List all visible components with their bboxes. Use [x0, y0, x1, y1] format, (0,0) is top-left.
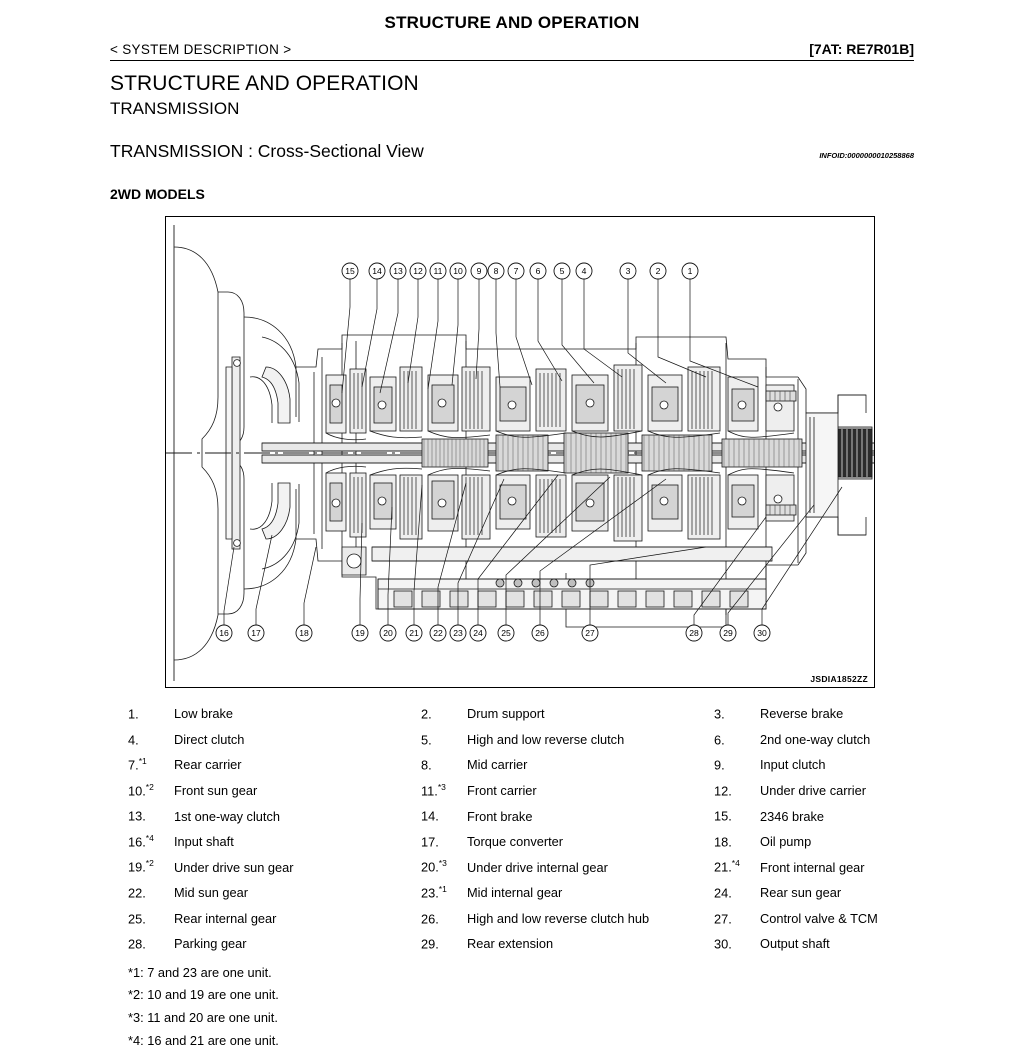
- footnote-1: *1: 7 and 23 are one unit.: [128, 964, 272, 980]
- legend-label: Under drive internal gear: [467, 859, 608, 875]
- svg-text:2: 2: [655, 266, 661, 276]
- legend-number: 25.: [128, 910, 146, 926]
- legend-number: 12.: [714, 782, 732, 798]
- legend-label: Under drive sun gear: [174, 859, 294, 875]
- breadcrumb-system-description: < SYSTEM DESCRIPTION >: [110, 42, 292, 57]
- legend-item: [128, 885, 421, 900]
- legend-label: Direct clutch: [174, 731, 245, 747]
- legend-item: [128, 808, 421, 823]
- legend-item: [714, 732, 1007, 747]
- legend-list: [128, 706, 1008, 951]
- legend-row: [128, 808, 1008, 823]
- legend-item: [421, 783, 714, 798]
- legend-number: 5.: [421, 731, 432, 747]
- legend-number: 9.: [714, 757, 725, 773]
- legend-number: 24.: [714, 885, 732, 901]
- legend-label: Under drive carrier: [760, 782, 866, 798]
- legend-label: Rear extension: [467, 936, 554, 952]
- legend-row: [128, 732, 1008, 747]
- legend-number: 29.: [421, 936, 439, 952]
- legend-item: [421, 911, 714, 926]
- legend-number: 2.: [421, 706, 432, 722]
- legend-number: 17.: [421, 834, 439, 850]
- footnote-2: *2: 10 and 19 are one unit.: [128, 987, 279, 1003]
- legend-item: [421, 834, 714, 849]
- legend-number: 7.$^{*1}$: [128, 756, 147, 773]
- svg-text:22: 22: [433, 628, 443, 638]
- figure-code-label: JSDIA1852ZZ: [810, 674, 868, 684]
- svg-text:6: 6: [535, 266, 541, 276]
- legend-number: 21.$^{*4}$: [714, 858, 740, 875]
- legend-label: Output shaft: [760, 936, 830, 952]
- legend-item: [714, 706, 1007, 721]
- legend-item: [421, 732, 714, 747]
- svg-text:13: 13: [393, 266, 403, 276]
- legend-label: Control valve & TCM: [760, 910, 878, 926]
- page-header-title: STRUCTURE AND OPERATION: [384, 13, 640, 32]
- infoid-label: INFOID:0000000010258868: [819, 151, 914, 160]
- legend-item: [421, 757, 714, 772]
- legend-item: [128, 911, 421, 926]
- legend-number: 8.: [421, 757, 432, 773]
- legend-label: 1st one-way clutch: [174, 808, 280, 824]
- svg-text:7: 7: [513, 266, 519, 276]
- legend-item: [714, 783, 1007, 798]
- svg-text:25: 25: [501, 628, 511, 638]
- legend-item: [128, 834, 421, 849]
- legend-item: [714, 834, 1007, 849]
- svg-text:8: 8: [493, 266, 499, 276]
- legend-item: [128, 936, 421, 951]
- legend-item: [714, 885, 1007, 900]
- legend-label: 2346 brake: [760, 808, 825, 824]
- legend-item: [128, 859, 421, 874]
- legend-label: Rear carrier: [174, 757, 242, 773]
- svg-text:27: 27: [585, 628, 595, 638]
- legend-label: Rear sun gear: [760, 885, 842, 901]
- legend-label: Reverse brake: [760, 706, 844, 722]
- svg-text:11: 11: [433, 266, 443, 276]
- legend-label: Front internal gear: [760, 859, 865, 875]
- svg-text:16: 16: [219, 628, 229, 638]
- legend-label: Drum support: [467, 706, 545, 722]
- legend-row: [128, 885, 1008, 900]
- legend-number: 22.: [128, 885, 146, 901]
- legend-number: 23.$^{*1}$: [421, 883, 447, 901]
- legend-row: [128, 757, 1008, 772]
- legend-number: 19.$^{*2}$: [128, 858, 154, 875]
- legend-label: High and low reverse clutch: [467, 731, 625, 747]
- legend-label: Front sun gear: [174, 782, 258, 798]
- cross-sectional-view-figure: [165, 216, 875, 688]
- legend-label: Mid carrier: [467, 757, 528, 773]
- model-code-label: [7AT: RE7R01B]: [809, 41, 914, 57]
- svg-text:17: 17: [251, 628, 261, 638]
- legend-item: [128, 783, 421, 798]
- svg-text:9: 9: [476, 266, 482, 276]
- legend-label: Rear internal gear: [174, 910, 277, 926]
- legend-number: 30.: [714, 936, 732, 952]
- legend-row: [128, 834, 1008, 849]
- legend-row: [128, 783, 1008, 798]
- figure-callouts-top: [342, 263, 698, 279]
- legend-item: [128, 732, 421, 747]
- svg-text:23: 23: [453, 628, 463, 638]
- transmission-cross-section-drawing: [166, 217, 875, 688]
- svg-text:5: 5: [559, 266, 565, 276]
- figure-callouts-bottom: [216, 625, 770, 641]
- legend-number: 20.$^{*3}$: [421, 858, 447, 875]
- svg-text:15: 15: [345, 266, 355, 276]
- legend-number: 26.: [421, 910, 439, 926]
- svg-text:20: 20: [383, 628, 393, 638]
- legend-number: 14.: [421, 808, 439, 824]
- legend-item: [714, 936, 1007, 951]
- legend-item: [421, 936, 714, 951]
- legend-number: 4.: [128, 731, 139, 747]
- legend-label: Mid sun gear: [174, 885, 248, 901]
- legend-number: 18.: [714, 834, 732, 850]
- legend-label: Oil pump: [760, 834, 812, 850]
- page-subtitle: TRANSMISSION: [110, 99, 240, 118]
- legend-number: 10.$^{*2}$: [128, 781, 154, 798]
- header-row: [110, 41, 914, 61]
- legend-label: Front brake: [467, 808, 533, 824]
- legend-number: 15.: [714, 808, 732, 824]
- legend-label: Low brake: [174, 706, 234, 722]
- legend-number: 16.$^{*4}$: [128, 832, 154, 850]
- legend-item: [421, 885, 714, 900]
- svg-text:4: 4: [581, 266, 587, 276]
- legend-row: [128, 706, 1008, 721]
- legend-label: Mid internal gear: [467, 885, 563, 901]
- legend-label: 2nd one-way clutch: [760, 731, 871, 747]
- legend-number: 6.: [714, 731, 725, 747]
- legend-item: [421, 859, 714, 874]
- svg-text:29: 29: [723, 628, 733, 638]
- section-heading: TRANSMISSION : Cross-Sectional View: [110, 141, 424, 161]
- section-heading-row: [110, 141, 914, 162]
- legend-label: Front carrier: [467, 782, 537, 798]
- legend-number: 11.$^{*3}$: [421, 781, 446, 798]
- svg-text:18: 18: [299, 628, 309, 638]
- page-title: STRUCTURE AND OPERATION: [110, 72, 419, 95]
- legend-item: [421, 808, 714, 823]
- legend-number: 27.: [714, 910, 732, 926]
- svg-text:19: 19: [355, 628, 365, 638]
- svg-text:12: 12: [413, 266, 423, 276]
- legend-label: Input clutch: [760, 757, 826, 773]
- legend-label: Input shaft: [174, 834, 234, 850]
- legend-number: 13.: [128, 808, 146, 824]
- legend-item: [714, 757, 1007, 772]
- footnote-4: *4: 16 and 21 are one unit.: [128, 1032, 279, 1048]
- svg-text:26: 26: [535, 628, 545, 638]
- legend-label: Parking gear: [174, 936, 247, 952]
- svg-text:30: 30: [757, 628, 767, 638]
- legend-item: [714, 859, 1007, 874]
- svg-text:3: 3: [625, 266, 631, 276]
- footnotes: [128, 962, 914, 1053]
- legend-row: [128, 859, 1008, 874]
- legend-number: 3.: [714, 706, 725, 722]
- legend-label: Torque converter: [467, 834, 564, 850]
- legend-item: [714, 808, 1007, 823]
- footnote-3: *3: 11 and 20 are one unit.: [128, 1010, 278, 1026]
- svg-text:24: 24: [473, 628, 483, 638]
- svg-text:1: 1: [687, 266, 693, 276]
- legend-label: High and low reverse clutch hub: [467, 910, 650, 926]
- models-heading: 2WD MODELS: [110, 186, 205, 202]
- svg-text:21: 21: [409, 628, 419, 638]
- svg-text:14: 14: [372, 266, 382, 276]
- legend-row: [128, 911, 1008, 926]
- legend-item: [421, 706, 714, 721]
- legend-item: [128, 706, 421, 721]
- legend-number: 1.: [128, 706, 139, 722]
- svg-text:10: 10: [453, 266, 463, 276]
- legend-item: [128, 757, 421, 772]
- legend-number: 28.: [128, 936, 146, 952]
- legend-row: [128, 936, 1008, 951]
- svg-text:28: 28: [689, 628, 699, 638]
- legend-item: [714, 911, 1007, 926]
